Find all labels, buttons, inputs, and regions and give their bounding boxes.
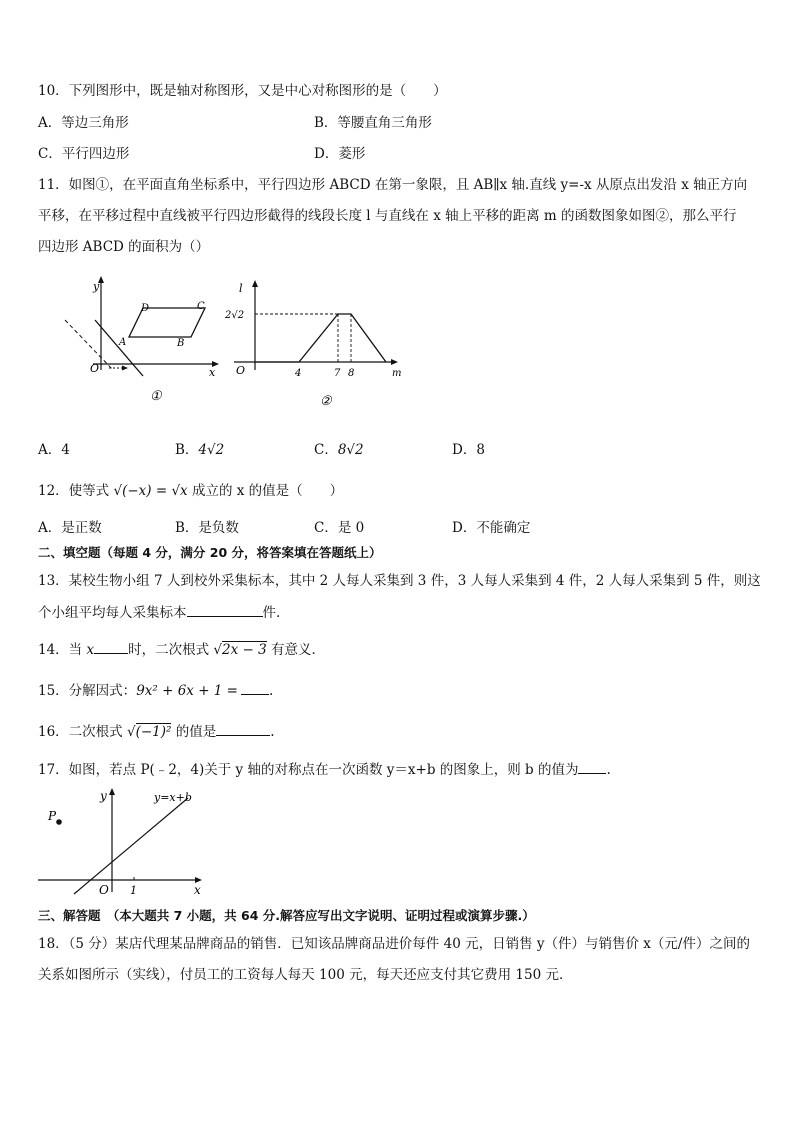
q16-end: . <box>270 724 275 740</box>
q11-fig2-tick-7: 7 <box>334 368 341 379</box>
section-3-heading: 三、解答题 （本大题共 7 小题，共 64 分.解答应写出文字说明、证明过程或演算步骤.） <box>38 908 535 923</box>
q11-fig2-l-label: l <box>239 282 243 295</box>
q14-radicand: 2x − 3 <box>222 642 267 658</box>
q11-fig1-A: A <box>119 337 127 348</box>
q17-fig-x-label: x <box>194 883 201 897</box>
q11-fig1-x-label: x <box>209 366 216 379</box>
q11-line3: 四边形 ABCD 的面积为（） <box>38 239 210 255</box>
q15-stem <box>38 681 273 700</box>
q12-option-d: D．不能确定 <box>452 520 531 536</box>
q17-figure <box>36 784 216 900</box>
q14-suffix: 有意义． <box>271 642 325 658</box>
q15-prefix: 15．分解因式： <box>38 683 137 699</box>
q11-option-c-math: 8√2 <box>337 442 364 458</box>
q11-option-b-math: 4√2 <box>198 442 225 458</box>
q15-expression: 9x² + 6x + 1 = <box>136 683 238 699</box>
q16-stem: 16．二次根式 √(−1)² 的值是 . <box>38 724 275 740</box>
q17-stem <box>38 760 611 779</box>
q16-radicand: (−1)² <box>135 724 172 740</box>
q10-option-c: C．平行四边形 <box>38 146 130 162</box>
q12-prefix: 12．使等式 <box>38 483 110 499</box>
q11-fig2-y-tick: 2√2 <box>225 310 245 321</box>
q11-fig1-caption: ① <box>150 389 162 404</box>
q10-option-a: A．等边三角形 <box>38 115 129 131</box>
q16-middle: 的值是 <box>175 724 217 740</box>
q17-answer-blank <box>578 760 606 774</box>
q11-fig1-D: D <box>141 303 150 314</box>
q17-end: . <box>606 762 611 778</box>
q16-prefix: 16．二次根式 <box>38 724 123 740</box>
q17-fig-point-p: P <box>48 809 57 823</box>
q11-fig1-B: B <box>177 338 185 349</box>
q17-fig-line-label: y=x+b <box>154 791 192 804</box>
q10-option-b: B．等腰直角三角形 <box>314 115 432 131</box>
q16-answer-blank <box>216 722 270 736</box>
q13-line1: 13．某校生物小组 7 人到校外采集标本，其中 2 人每人采集到 3 件，3 人每人采集到 4 件，2 人每人采集到 5 件，则这 <box>38 573 761 589</box>
q12-option-b: B．是负数 <box>175 520 239 536</box>
q14-stem: 14．当 x 时，二次根式 √2x − 3 有意义． <box>38 642 325 658</box>
q18-line1: 18．（5 分）某店代理某品牌商品的销售．已知该品牌商品进价每件 40 元，日销售 y（件）与销售价 x（元/件）之间的 <box>38 936 750 952</box>
section-2-heading: 二、填空题（每题 4 分，满分 20 分，将答案填在答题纸上） <box>38 545 382 560</box>
q14-prefix: 14．当 <box>38 642 83 658</box>
q11-option-b <box>175 441 224 459</box>
q11-fig1-y-label: y <box>93 280 100 293</box>
q12-option-a: A．是正数 <box>38 520 102 536</box>
q11-fig2-m-label: m <box>392 368 402 379</box>
q11-fig2-caption: ② <box>320 394 332 407</box>
q14-middle: 时，二次根式 <box>128 642 210 658</box>
q10-stem: 10．下列图形中，既是轴对称图形，又是中心对称图形的是（ ） <box>38 83 447 99</box>
q11-option-a: A．4 <box>38 442 70 458</box>
q11-option-d: D．8 <box>452 442 485 458</box>
q12-equation: √(−x) = √x <box>113 483 188 499</box>
q12-option-c: C．是 0 <box>314 520 365 536</box>
q17-fig-tick-1: 1 <box>130 884 137 897</box>
q12-stem <box>38 482 343 500</box>
q11-line1: 11．如图①，在平面直角坐标系中，平行四边形 ABCD 在第一象限，且 AB∥x 轴.直线 y=-x 从原点出发沿 x 轴正方向 <box>38 177 748 193</box>
q17-fig-origin: O <box>99 883 109 897</box>
q13-answer-blank <box>187 603 263 617</box>
q11-option-b-label: B． <box>175 442 199 458</box>
q14-variable: x <box>86 642 95 658</box>
q13-line2 <box>38 603 280 622</box>
q14-answer-blank <box>94 640 128 654</box>
q11-fig2-origin: O <box>236 364 246 377</box>
q17-fig-y-label: y <box>100 789 107 803</box>
q11-fig1-C: C <box>197 301 205 312</box>
q11-figure-1 <box>55 272 225 407</box>
q11-option-c-label: C． <box>314 442 338 458</box>
q15-answer-blank <box>241 681 269 695</box>
q11-fig1-origin: O <box>90 362 100 375</box>
q11-line2: 平移，在平移过程中直线被平行四边形截得的线段长度 l 与直线在 x 轴上平移的距离 m 的函数图象如图②，那么平行 <box>38 208 737 224</box>
q11-option-c <box>314 441 364 459</box>
q11-fig2-tick-8: 8 <box>348 368 355 379</box>
q18-line2: 关系如图所示（实线），付员工的工资每人每天 100 元，每天还应支付其它费用 150 元． <box>38 967 573 983</box>
q17-text: 17．如图，若点 P(﹣2，4)关于 y 轴的对称点在一次函数 y＝x+b 的图象上，则 b 的值为 <box>38 762 579 778</box>
q12-suffix: 成立的 x 的值是（ ） <box>191 483 344 499</box>
q13-line2-text: 个小组平均每人采集标本 <box>38 605 187 621</box>
q11-fig2-tick-4: 4 <box>295 368 302 379</box>
q15-end: . <box>269 683 274 699</box>
q10-option-d: D．菱形 <box>314 146 366 162</box>
q13-line2-end: 件. <box>262 605 281 621</box>
q11-figure-2 <box>222 272 412 407</box>
